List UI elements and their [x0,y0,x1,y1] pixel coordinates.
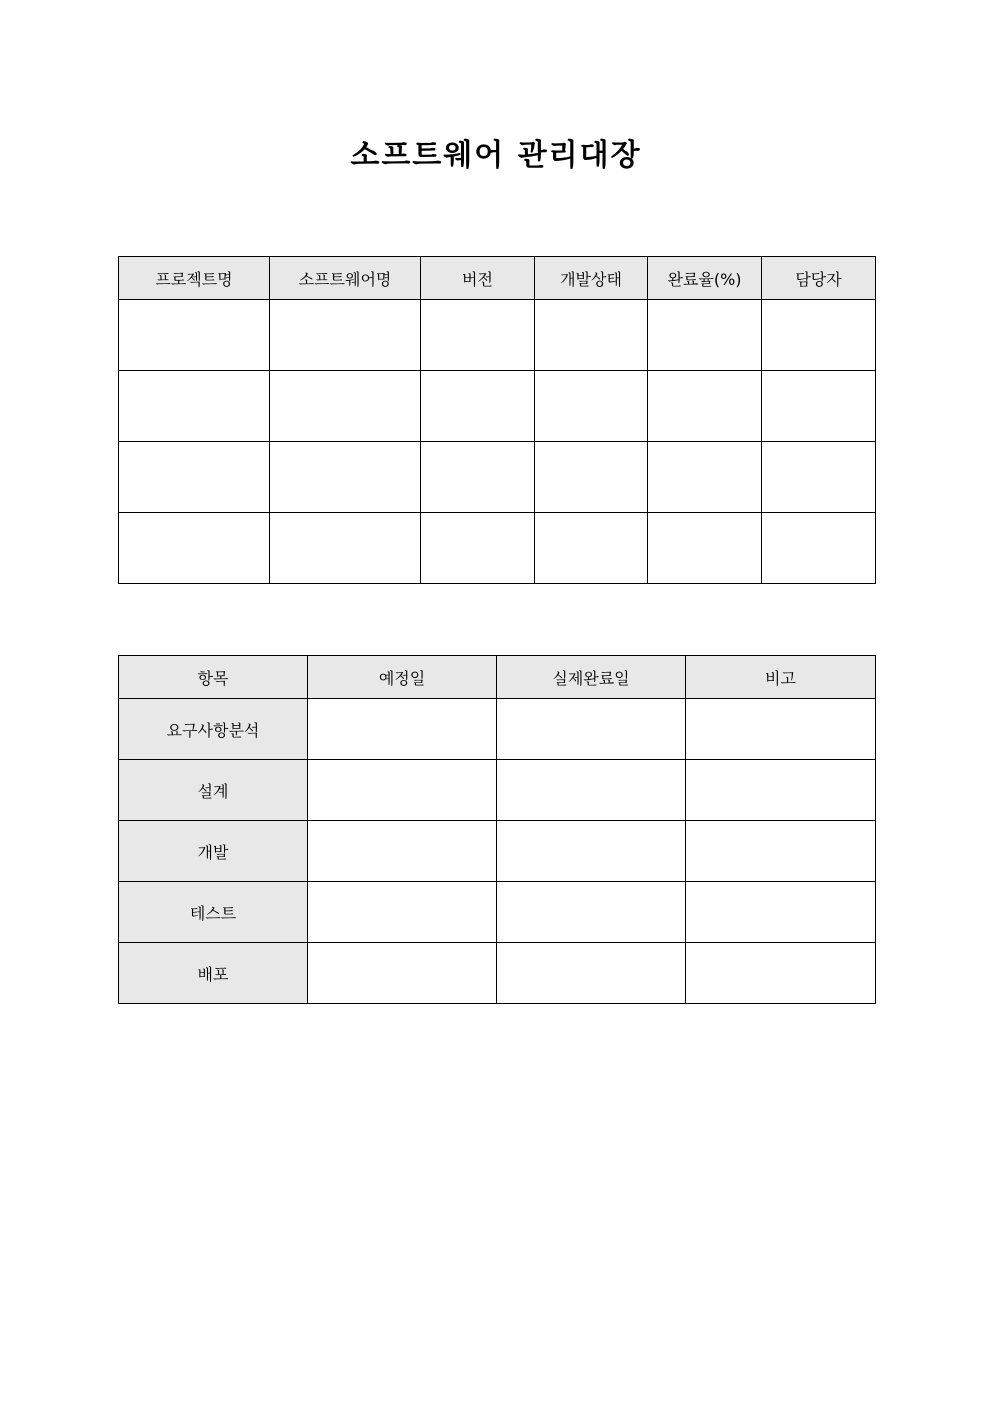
page-title: 소프트웨어 관리대장 [350,138,642,173]
planned-date-cell[interactable] [308,882,497,943]
project-name-cell[interactable] [119,300,270,371]
software-name-cell[interactable] [270,513,421,584]
item-label-test: 테스트 [119,882,308,943]
header-item: 항목 [119,656,308,699]
table-row [119,300,876,371]
owner-cell[interactable] [762,442,876,513]
header-owner: 담당자 [762,257,876,300]
owner-cell[interactable] [762,371,876,442]
table-row [119,821,876,882]
schedule-table [118,655,876,1004]
table-row [119,760,876,821]
header-project-name: 프로젝트명 [119,257,270,300]
note-cell[interactable] [686,760,876,821]
dev-status-cell[interactable] [535,371,648,442]
dev-status-cell[interactable] [535,442,648,513]
item-label-development: 개발 [119,821,308,882]
software-name-cell[interactable] [270,371,421,442]
item-label-requirements-analysis: 요구사항분석 [119,699,308,760]
actual-date-cell[interactable] [497,699,686,760]
completion-rate-cell[interactable] [648,371,762,442]
table-header-row [119,257,876,300]
item-label-design: 설계 [119,760,308,821]
dev-status-cell[interactable] [535,300,648,371]
project-name-cell[interactable] [119,442,270,513]
owner-cell[interactable] [762,300,876,371]
actual-date-cell[interactable] [497,760,686,821]
header-planned-date: 예정일 [308,656,497,699]
planned-date-cell[interactable] [308,821,497,882]
note-cell[interactable] [686,882,876,943]
dev-status-cell[interactable] [535,513,648,584]
note-cell[interactable] [686,699,876,760]
software-register-table [118,256,876,584]
note-cell[interactable] [686,821,876,882]
version-cell[interactable] [421,371,535,442]
planned-date-cell[interactable] [308,699,497,760]
table-row [119,699,876,760]
table-row [119,882,876,943]
planned-date-cell[interactable] [308,943,497,1004]
actual-date-cell[interactable] [497,943,686,1004]
owner-cell[interactable] [762,513,876,584]
header-software-name: 소프트웨어명 [270,257,421,300]
table-row [119,371,876,442]
header-actual-completion-date: 실제완료일 [497,656,686,699]
version-cell[interactable] [421,513,535,584]
planned-date-cell[interactable] [308,760,497,821]
item-label-deployment: 배포 [119,943,308,1004]
software-name-cell[interactable] [270,442,421,513]
actual-date-cell[interactable] [497,882,686,943]
completion-rate-cell[interactable] [648,442,762,513]
table-row [119,513,876,584]
completion-rate-cell[interactable] [648,300,762,371]
header-dev-status: 개발상태 [535,257,648,300]
header-completion-rate: 완료율(%) [648,257,762,300]
header-note: 비고 [686,656,876,699]
project-name-cell[interactable] [119,513,270,584]
actual-date-cell[interactable] [497,821,686,882]
header-version: 버전 [421,257,535,300]
table-header-row [119,656,876,699]
version-cell[interactable] [421,300,535,371]
note-cell[interactable] [686,943,876,1004]
software-name-cell[interactable] [270,300,421,371]
version-cell[interactable] [421,442,535,513]
completion-rate-cell[interactable] [648,513,762,584]
table-row [119,442,876,513]
table-row [119,943,876,1004]
project-name-cell[interactable] [119,371,270,442]
